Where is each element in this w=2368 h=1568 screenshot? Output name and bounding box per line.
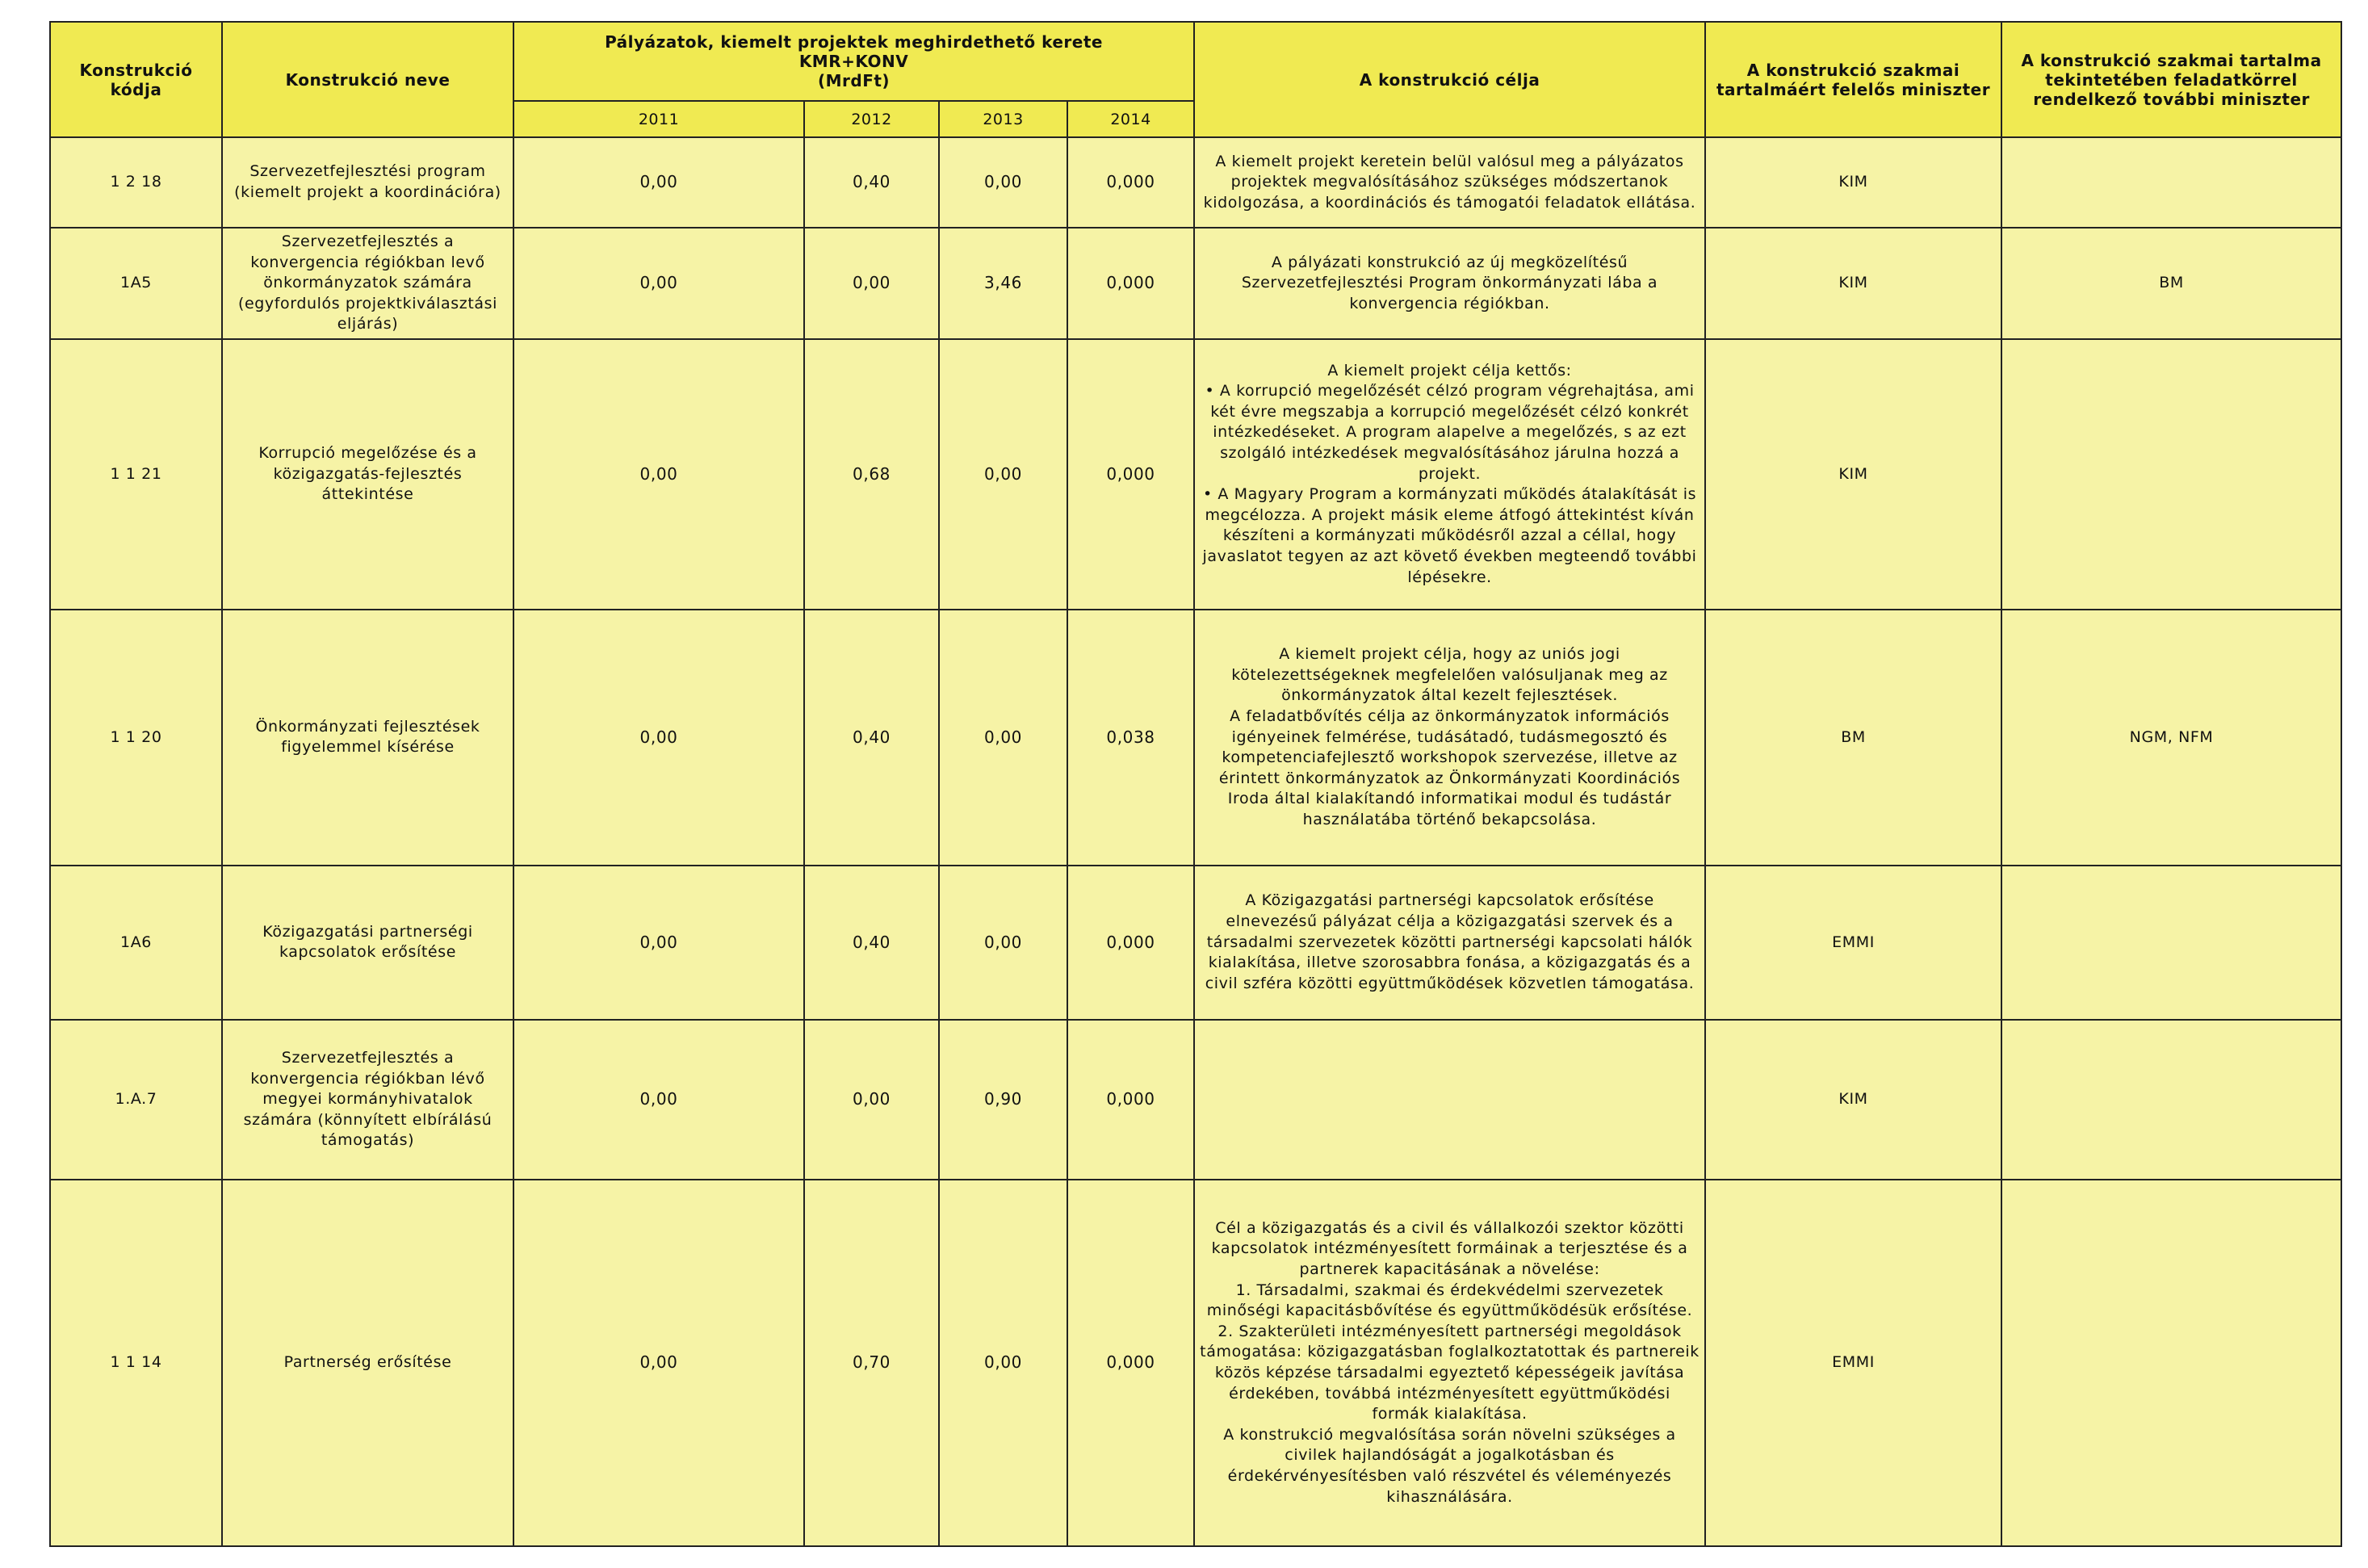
value-2014: 0,000 [1067,1020,1194,1180]
header-year-2012: 2012 [804,101,939,137]
code-cell: 1.A.7 [50,1020,222,1180]
value-2013: 0,00 [939,866,1067,1020]
value-2012: 0,40 [804,137,939,228]
value-2012: 0,70 [804,1180,939,1546]
value-2014: 0,000 [1067,1180,1194,1546]
code-cell: 1 2 18 [50,137,222,228]
goal-cell: A kiemelt projekt célja kettős: • A korrupció megelőzését célzó program végrehajtása, ami két évre megszabja a korrupció megelőzését célzó konkrét intézkedéseket. A program alapelve a megelőzés, s az ezt szolgáló intézkedések megvalósításához járulna hozzá a projekt. • A Magyary Program a kormányzati működés átalakítását is megcélozza. A projekt másik eleme átfogó áttekintést kíván készíteni a kormányzati működésről azzal a céllal, hogy javaslatot tegyen az azt követő években megteendő további lépésekre. [1194,339,1705,610]
value-2014: 0,000 [1067,866,1194,1020]
name-cell: Önkormányzati fejlesztések figyelemmel kísérése [222,610,513,866]
code-cell: 1 1 14 [50,1180,222,1546]
header-code: Konstrukció kódja [50,22,222,137]
value-2011: 0,00 [513,228,804,339]
other-minister-cell [2001,1180,2341,1546]
other-minister-cell: BM [2001,228,2341,339]
header-name: Konstrukció neve [222,22,513,137]
value-2012: 0,40 [804,610,939,866]
value-2011: 0,00 [513,137,804,228]
other-minister-cell [2001,137,2341,228]
header-year-2013: 2013 [939,101,1067,137]
value-2013: 3,46 [939,228,1067,339]
name-cell: Partnerség erősítése [222,1180,513,1546]
value-2013: 0,90 [939,1020,1067,1180]
other-minister-cell: NGM, NFM [2001,610,2341,866]
goal-cell: Cél a közigazgatás és a civil és vállalkozói szektor közötti kapcsolatok intézményesített formáinak a terjesztése és a partnerek kapacitásának a növelése: 1. Társadalmi, szakmai és érdekvédelmi szervezetek minőségi kapacitásbővítése és együttműködésük erősítése. 2. Szakterületi intézményesített partnerségi megoldások támogatása: közigazgatásban foglalkoztatottak és partnereik közös képzése társadalmi egyeztető képességeik javítása érdekében, továbbá intézményesített együttműködési formák kialakítása. A konstrukció megvalósítása során növelni szükséges a civilek hajlandóságát a jogalkotásban és érdekérvényesítésben való részvétel és véleményezés kihasználására. [1194,1180,1705,1546]
value-2013: 0,00 [939,339,1067,610]
header-row [50,22,2341,101]
value-2012: 0,00 [804,1020,939,1180]
minister-cell: KIM [1705,339,2001,610]
table-row [50,866,2341,1020]
other-minister-cell [2001,866,2341,1020]
other-minister-cell [2001,1020,2341,1180]
table-row [50,228,2341,339]
table-row [50,610,2341,866]
value-2013: 0,00 [939,1180,1067,1546]
goal-cell: A kiemelt projekt keretein belül valósul meg a pályázatos projektek megvalósításához szükséges módszertanok kidolgozása, a koordinációs és támogatói feladatok ellátása. [1194,137,1705,228]
header-year-2011: 2011 [513,101,804,137]
code-cell: 1A5 [50,228,222,339]
value-2011: 0,00 [513,866,804,1020]
minister-cell: EMMI [1705,866,2001,1020]
goal-cell: A kiemelt projekt célja, hogy az uniós jogi kötelezettségeknek megfelelően valósuljanak meg az önkormányzatok által kezelt fejlesztések. A feladatbővítés célja az önkormányzatok információs igényeinek felmérése, tudásátadó, tudásmegosztó és kompetenciafejlesztő workshopok szervezése, illetve az érintett önkormányzatok az Önkormányzati Koordinációs Iroda által kialakítandó informatikai modul és tudástár használatába történő bekapcsolása. [1194,610,1705,866]
code-cell: 1 1 20 [50,610,222,866]
value-2011: 0,00 [513,339,804,610]
value-2014: 0,000 [1067,137,1194,228]
goal-cell: A Közigazgatási partnerségi kapcsolatok erősítése elnevezésű pályázat célja a közigazgatási szervek és a társadalmi szervezetek közötti partnerségi kapcsolati hálók kialakítása, illetve szorosabbra fonása, a közigazgatás és a civil szféra közötti együttműködések közvetlen támogatása. [1194,866,1705,1020]
minister-cell: KIM [1705,1020,2001,1180]
value-2011: 0,00 [513,1180,804,1546]
name-cell: Közigazgatási partnerségi kapcsolatok erősítése [222,866,513,1020]
construction-table [49,21,2342,1547]
code-cell: 1 1 21 [50,339,222,610]
goal-cell: A pályázati konstrukció az új megközelítésű Szervezetfejlesztési Program önkormányzati lába a konvergencia régiókban. [1194,228,1705,339]
name-cell: Szervezetfejlesztési program (kiemelt projekt a koordinációra) [222,137,513,228]
value-2011: 0,00 [513,610,804,866]
value-2014: 0,000 [1067,339,1194,610]
value-2014: 0,000 [1067,228,1194,339]
name-cell: Korrupció megelőzése és a közigazgatás-fejlesztés áttekintése [222,339,513,610]
header-budget: Pályázatok, kiemelt projektek meghirdethető kerete KMR+KONV (MrdFt) [513,22,1194,101]
value-2012: 0,00 [804,228,939,339]
table-body [50,137,2341,1546]
header-year-2014: 2014 [1067,101,1194,137]
value-2014: 0,038 [1067,610,1194,866]
code-cell: 1A6 [50,866,222,1020]
value-2012: 0,40 [804,866,939,1020]
header-other-minister: A konstrukció szakmai tartalma tekintetében feladatkörrel rendelkező további miniszter [2001,22,2341,137]
other-minister-cell [2001,339,2341,610]
name-cell: Szervezetfejlesztés a konvergencia régiókban levő önkormányzatok számára (egyfordulós projektkiválasztási eljárás) [222,228,513,339]
goal-cell [1194,1020,1705,1180]
table-row [50,1020,2341,1180]
table-row [50,339,2341,610]
value-2011: 0,00 [513,1020,804,1180]
header-goal: A konstrukció célja [1194,22,1705,137]
table-row [50,1180,2341,1546]
minister-cell: EMMI [1705,1180,2001,1546]
table-row [50,137,2341,228]
minister-cell: KIM [1705,228,2001,339]
value-2013: 0,00 [939,610,1067,866]
value-2012: 0,68 [804,339,939,610]
minister-cell: BM [1705,610,2001,866]
header-minister: A konstrukció szakmai tartalmáért felelős miniszter [1705,22,2001,137]
value-2013: 0,00 [939,137,1067,228]
name-cell: Szervezetfejlesztés a konvergencia régiókban lévő megyei kormányhivatalok számára (könnyített elbírálású támogatás) [222,1020,513,1180]
minister-cell: KIM [1705,137,2001,228]
